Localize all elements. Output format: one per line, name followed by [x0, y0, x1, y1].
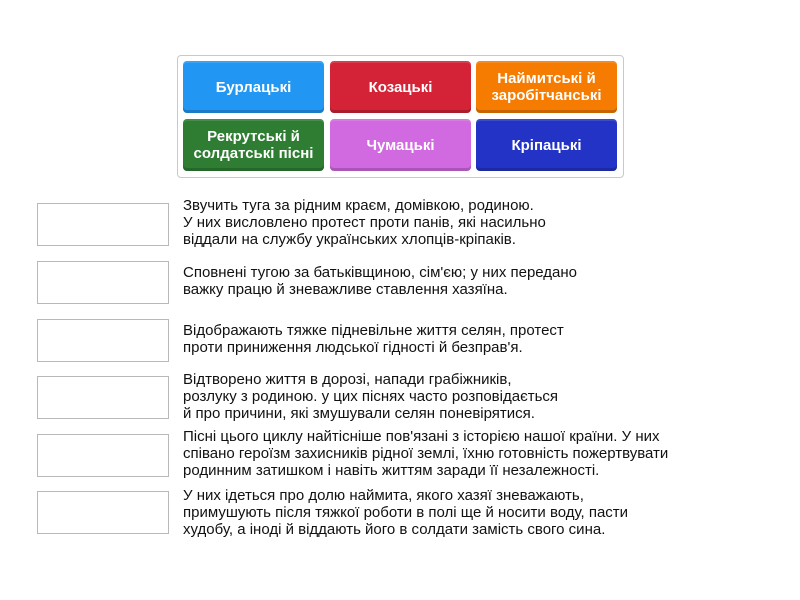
tile-label: Наймитські й заробітчанські — [491, 70, 602, 104]
description-2: Сповнені тугою за батьківщиною, сім'єю; у них передано важку працю й зневажливе ставлення хазяїна. — [183, 264, 578, 298]
tile-label: Бурлацькі — [215, 78, 292, 96]
description-4: Відтворено життя в дорозі, напади грабіжників, розлуку з родиною. у цих піснях часто розповідається й про причини, які змушували селян поневірятися. — [183, 371, 559, 422]
tile-burlatski[interactable] — [183, 61, 324, 113]
drop-slot-1[interactable] — [37, 203, 169, 246]
drop-slot-5[interactable] — [37, 434, 169, 477]
drop-slot-2[interactable] — [37, 261, 169, 304]
tile-kozatski[interactable] — [330, 61, 471, 113]
tile-label: Чумацькі — [366, 136, 435, 154]
description-3: Відображають тяжке підневільне життя селян, протест проти приниження людської гідності й безправ'я. — [183, 322, 564, 356]
description-1: Звучить туга за рідним краєм, домівкою, родиною. У них висловлено протест проти панів, які насильно віддали на службу українських хлопців-кріпаків. — [183, 197, 546, 248]
tile-naimytski[interactable] — [476, 61, 617, 113]
tile-label: Кріпацькі — [511, 136, 582, 154]
tile-kripatski[interactable] — [476, 119, 617, 171]
tile-label: Рекрутські й солдатські пісні — [193, 128, 314, 162]
tile-label: Козацькі — [368, 78, 433, 96]
drop-slot-4[interactable] — [37, 376, 169, 419]
tile-chumatski[interactable] — [330, 119, 471, 171]
tile-bank — [177, 55, 624, 178]
description-6: У них ідеться про долю наймита, якого хазяї зневажають, примушують після тяжкої роботи в полі ще й носити воду, пасти худобу, а іноді й віддають його в солдати замість свого сина. — [183, 487, 629, 538]
drop-slot-3[interactable] — [37, 319, 169, 362]
drop-slot-6[interactable] — [37, 491, 169, 534]
description-5: Пісні цього циклу найтісніше пов'язані з історією нашої країни. У них співано героїзм захисників рідної землі, їхню готовність пожертвувати родинним затишком і навіть життям заради її незалежності. — [183, 428, 669, 479]
tile-rekrutski[interactable] — [183, 119, 324, 171]
